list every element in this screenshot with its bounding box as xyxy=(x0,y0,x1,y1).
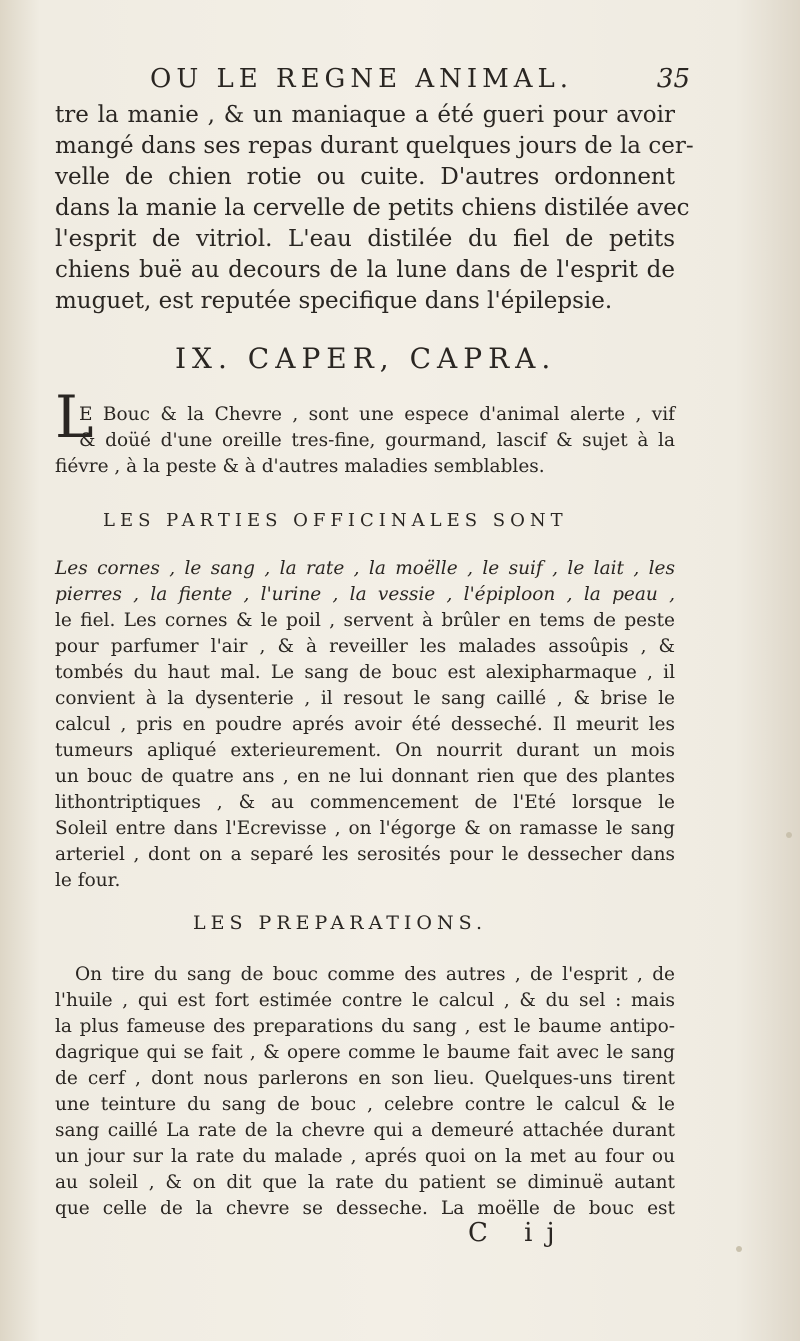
paper-speck xyxy=(736,1246,742,1252)
text-line: convient à la dysenterie , il resout le sang caillé , & brise le xyxy=(55,688,675,709)
paragraph-preparations-first-line xyxy=(75,962,675,988)
text-line: chiens buë au decours de la lune dans de l'esprit de xyxy=(55,257,675,283)
text-line: la plus fameuse des preparations du sang , est le baume antipo- xyxy=(55,1016,675,1037)
paragraph-caper-line-3 xyxy=(55,454,675,480)
page-number: 35 xyxy=(656,64,690,94)
text-line: un jour sur la rate du malade , aprés quoi on la met au four ou xyxy=(55,1146,675,1167)
text-line: de cerf , dont nous parlerons en son lieu. Quelques-uns tirent xyxy=(55,1068,675,1089)
text-line: Soleil entre dans l'Ecrevisse , on l'égorge & on ramasse le sang xyxy=(55,818,675,839)
paragraph-caper-line-1 xyxy=(79,402,675,428)
text-line: dagrique qui se fait , & opere comme le baume fait avec le sang xyxy=(55,1042,675,1063)
text-line: lithontriptiques , & au commencement de l'Eté lorsque le xyxy=(55,792,675,813)
text-line: arteriel , dont on a separé les serosités pour le dessecher dans xyxy=(55,844,675,865)
running-title: OU LE REGNE ANIMAL. xyxy=(150,64,574,94)
subheading-preparations: LES PREPARATIONS. xyxy=(193,912,488,934)
text-line: E Bouc & la Chevre , sont une espece d'animal alerte , vif xyxy=(79,404,675,425)
text-line: le four. xyxy=(55,870,121,891)
text-line: pierres , la fiente , l'urine , la vessie , l'épiploon , la peau , xyxy=(55,584,675,605)
text-line: tumeurs apliqué exterieurement. On nourrit durant un mois xyxy=(55,740,675,761)
text-line: Les cornes , le sang , la rate , la moëlle , le suif , le lait , les xyxy=(55,558,675,579)
signature-mark: C ij xyxy=(468,1218,569,1248)
text-line: que celle de la chevre se desseche. La moëlle de bouc est xyxy=(55,1198,675,1219)
text-line: pour parfumer l'air , & à reveiller les malades assoûpis , & xyxy=(55,636,675,657)
paragraph-caper-line-2 xyxy=(79,428,675,454)
text-line: & doüé d'une oreille tres-fine, gourmand, lascif & sujet à la xyxy=(79,430,675,451)
text-line: l'huile , qui est fort estimée contre le calcul , & du sel : mais xyxy=(55,990,675,1011)
text-line: tombés du haut mal. Le sang de bouc est alexipharmaque , il xyxy=(55,662,675,683)
drop-cap: L xyxy=(55,383,94,451)
text-line: dans la manie la cervelle de petits chiens distilée avec xyxy=(55,195,690,221)
text-line: velle de chien rotie ou cuite. D'autres ordonnent xyxy=(55,164,675,190)
text-line: calcul , pris en poudre aprés avoir été desseché. Il meurit les xyxy=(55,714,675,735)
text-line: un bouc de quatre ans , en ne lui donnant rien que des plantes xyxy=(55,766,675,787)
paragraph-preparations xyxy=(55,988,675,1222)
text-line: fiévre , à la peste & à d'autres maladies semblables. xyxy=(55,456,545,477)
text-line: mangé dans ses repas durant quelques jours de la cer- xyxy=(55,133,694,159)
text-line: l'esprit de vitriol. L'eau distilée du fiel de petits xyxy=(55,226,675,252)
subheading-parties-officinales: LES PARTIES OFFICINALES SONT xyxy=(103,510,568,531)
text-line: tre la manie , & un maniaque a été gueri pour avoir xyxy=(55,102,675,128)
paragraph-parties xyxy=(55,556,675,894)
text-line: au soleil , & on dit que la rate du patient se diminuë autant xyxy=(55,1172,675,1193)
paragraph-intro xyxy=(55,100,694,317)
text-line: sang caillé La rate de la chevre qui a demeuré attachée durant xyxy=(55,1120,675,1141)
section-heading: IX. CAPER, CAPRA. xyxy=(175,342,557,375)
text-line: le fiel. Les cornes & le poil , servent à brûler en tems de peste xyxy=(55,610,675,631)
paper-speck xyxy=(786,832,792,838)
text-line: muguet, est reputée specifique dans l'épilepsie. xyxy=(55,288,613,314)
running-header xyxy=(150,64,690,100)
text-line: On tire du sang de bouc comme des autres , de l'esprit , de xyxy=(75,964,675,985)
text-line: une teinture du sang de bouc , celebre contre le calcul & le xyxy=(55,1094,675,1115)
